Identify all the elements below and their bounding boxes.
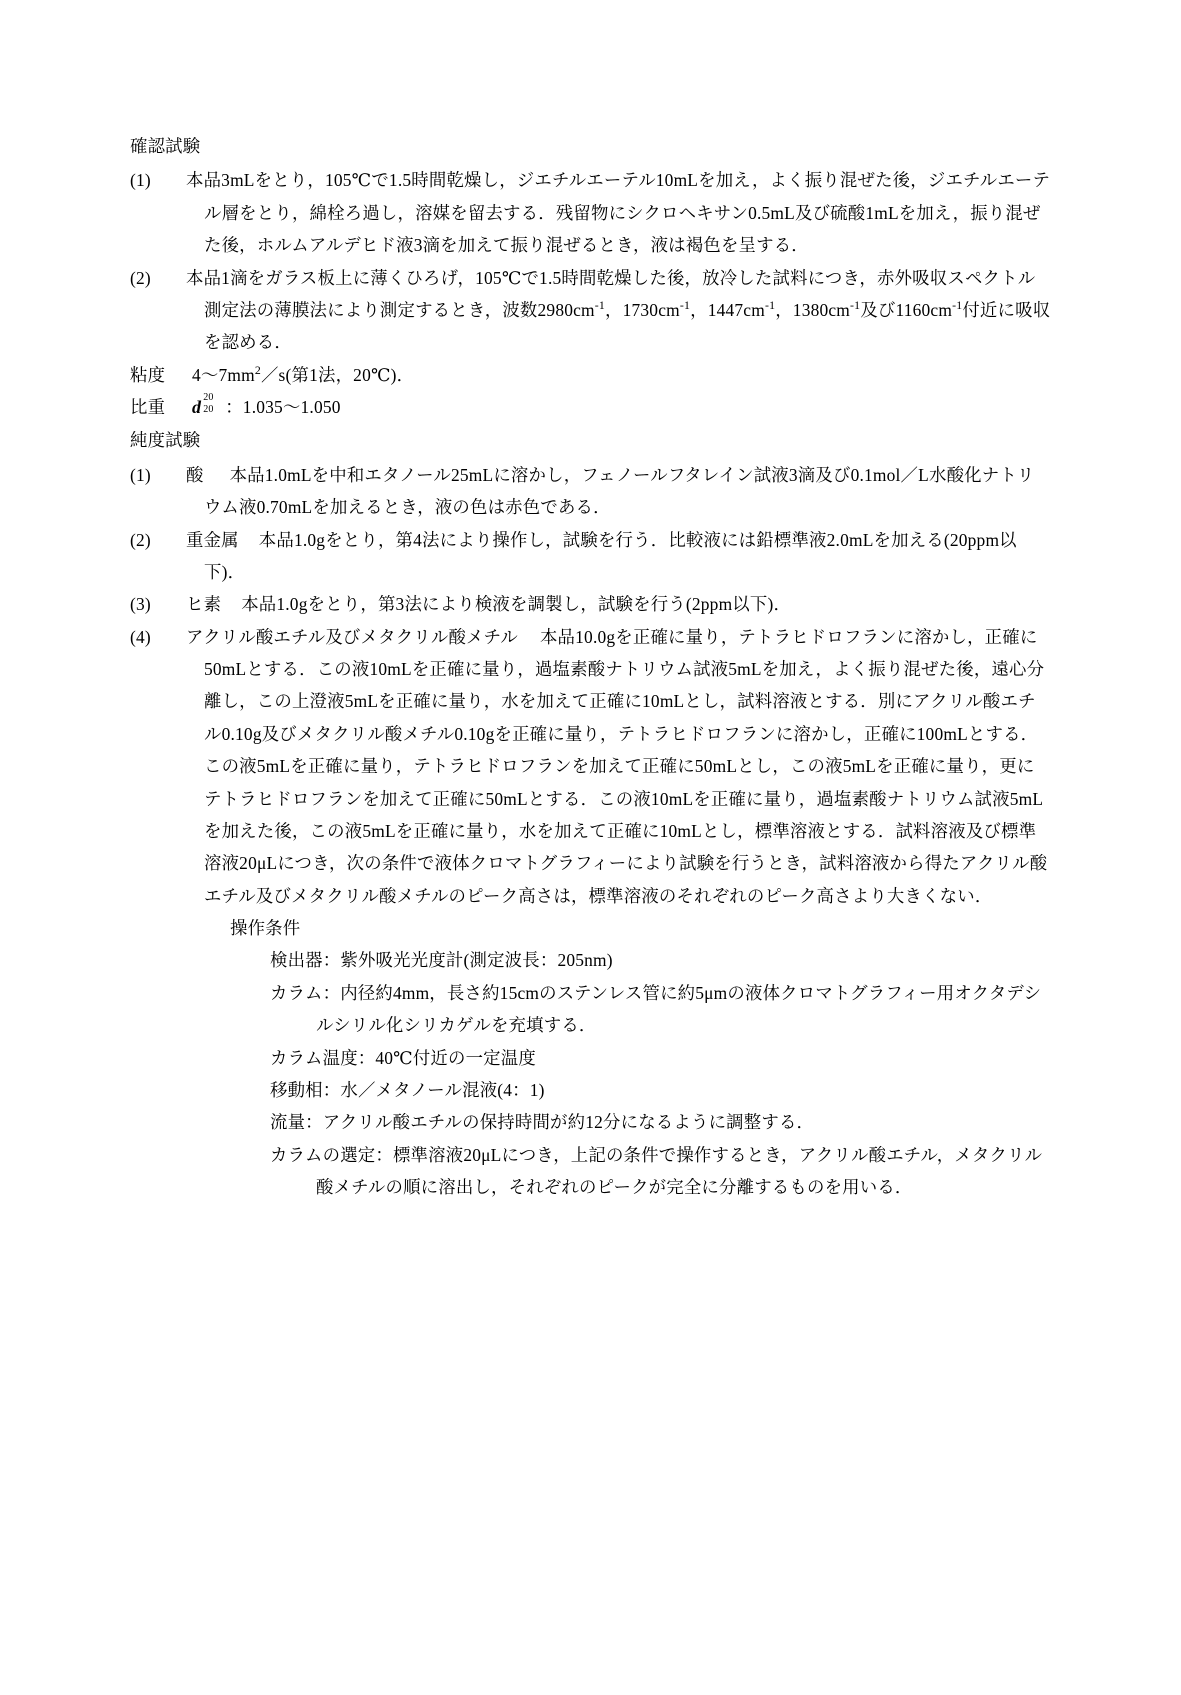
- item-text: 本品10.0gを正確に量り，テトラヒドロフランに溶かし，正確に50mLとする．この液10mLを正確に量り，過塩素酸ナトリウム試液5mLを加え，よく振り混ぜた後，遠心分離し，この上澄液5mLを正確に量り，水を加えて正確に10mLとし，試料溶液とする．別にアクリル酸エチル0.10g及びメタクリル酸メチル0.10gを正確に量り，テトラヒドロフランに溶かし，正確に100mLとする．この液5mLを正確に量り，テトラヒドロフランを加えて正確に50mLとし，この液5mLを正確に量り，更にテトラヒドロフランを加えて正確に50mLとする．この液10mLを正確に量り，過塩素酸ナトリウム試液5mLを加えた後，この液5mLを正確に量り，水を加えて正確に10mLとし，標準溶液とする．試料溶液及び標準溶液20μLにつき，次の条件で液体クロマトグラフィーにより試験を行うとき，試料溶液から得たアクリル酸エチル及びメタクリル酸メチルのピーク高さは，標準溶液のそれぞれのピーク高さより大きくない．: [204, 626, 1048, 906]
- condition-mobile-phase: 移動相：水／メタノール混液(4：1): [270, 1079, 545, 1100]
- item-text: 本品1.0mLを中和エタノール25mLに溶かし，フェノールフタレイン試液3滴及び0.1mol／L水酸化ナトリウム液0.70mLを加えるとき，液の色は赤色である．: [204, 464, 1035, 518]
- condition-flow-rate: 流量：アクリル酸エチルの保持時間が約12分になるように調整する．: [270, 1112, 815, 1133]
- item-text-prefix: 本品1滴をガラス板上に薄くひろげ，105℃で1.5時間乾燥した後，放冷した試料につき，赤外吸収スペクトル測定法の薄膜法により測定するとき，波数2980cm: [186, 267, 1036, 320]
- list-item: [130, 621, 1051, 912]
- operating-conditions-heading: 操作条件: [230, 918, 301, 939]
- item-text-mid: ，1447cm: [690, 299, 765, 320]
- property-viscosity: [130, 359, 1051, 391]
- item-title: アクリル酸エチル及びメタクリル酸メチル: [186, 626, 518, 647]
- item-number: (1): [130, 464, 151, 485]
- item-title: 酸: [186, 464, 204, 485]
- condition-column: カラム：内径約4mm，長さ約15cmのステンレス管に約5μmの液体クロマトグラフィー用オクタデシルシリル化シリカゲルを充填する．: [270, 982, 1042, 1036]
- section-heading-purity: 純度試験: [130, 430, 201, 451]
- document-body: [130, 130, 1051, 1203]
- density-symbol-letter: d: [192, 397, 202, 417]
- superscript: -1: [594, 298, 606, 313]
- item-title: 重金属: [186, 529, 239, 550]
- list-item: [130, 164, 1051, 261]
- property-label: 比重: [130, 397, 166, 417]
- superscript: -1: [952, 298, 963, 313]
- section-heading-identification: 確認試験: [130, 136, 201, 156]
- density-symbol: [192, 391, 214, 424]
- item-text: 本品1.0gをとり，第4法により操作し，試験を行う．比較液には鉛標準液2.0mLを加える(20ppm以下)．: [204, 529, 1017, 582]
- condition-detector: 検出器：紫外吸光光度計(測定波長：205nm): [270, 950, 613, 971]
- condition-column-temperature: カラム温度：40℃付近の一定温度: [270, 1047, 536, 1068]
- superscript: -1: [679, 298, 691, 313]
- item-number: (2): [130, 529, 151, 550]
- item-number: (2): [130, 267, 151, 288]
- item-text-end: 付近に吸収を認める．: [204, 299, 1051, 353]
- density-symbol-subscript: 20: [203, 404, 214, 415]
- superscript: 2: [254, 362, 261, 377]
- item-text: 本品3mLをとり，105℃で1.5時間乾燥し，ジエチルエーテル10mLを加え，よく振り混ぜた後，ジエチルエーテル層をとり，綿栓ろ過し，溶媒を留去する．残留物にシクロヘキサン0.5mL及び硫酸1mLを加え，振り混ぜた後，ホルムアルデヒド液3滴を加えて振り混ぜるとき，液は褐色を呈する．: [186, 170, 1051, 256]
- list-item: [130, 459, 1051, 524]
- property-value: ：1.035～1.050: [225, 397, 341, 417]
- list-item: [130, 262, 1051, 359]
- density-symbol-superscript: 20: [203, 392, 214, 403]
- item-title: ヒ素: [186, 594, 222, 615]
- list-item: [130, 588, 1051, 620]
- item-number: (4): [130, 626, 151, 647]
- item-text-mid: ，1730cm: [605, 299, 680, 320]
- property-label: 粘度: [130, 364, 166, 385]
- item-number: (3): [130, 594, 151, 615]
- property-value-prefix: 4～7mm: [192, 364, 255, 385]
- property-value-suffix: ／s(第1法，20℃)．: [260, 364, 415, 385]
- item-text-mid: ，1380cm: [775, 299, 851, 320]
- superscript: -1: [764, 298, 776, 313]
- item-number: (1): [130, 170, 151, 191]
- condition-column-selection: カラムの選定：標準溶液20μLにつき，上記の条件で操作するとき，アクリル酸エチル，メタクリル酸メチルの順に溶出し，それぞれのピークが完全に分離するものを用いる．: [270, 1144, 1043, 1198]
- list-item: [130, 524, 1051, 589]
- item-text: 本品1.0gをとり，第3法により検液を調製し，試験を行う(2ppm以下)．: [241, 594, 792, 615]
- property-specific-gravity: [130, 391, 1051, 424]
- superscript: -1: [850, 298, 861, 313]
- item-text-suffix: 及び1160cm: [860, 299, 953, 320]
